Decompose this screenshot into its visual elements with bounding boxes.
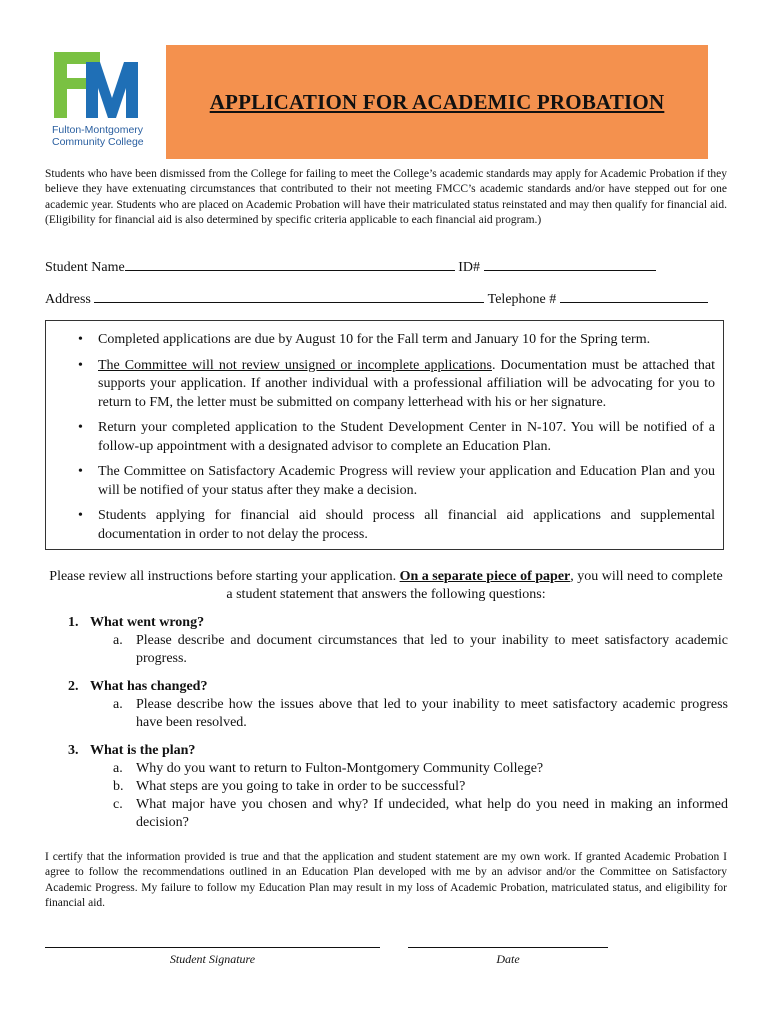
question-2: 2. What has changed? a. Please describe how the issues above that led to your inability to meet satisfactory academic progress have been resolved. — [68, 679, 728, 730]
student-signature-block — [45, 935, 380, 967]
telephone-field[interactable] — [560, 288, 708, 303]
instructions-box — [45, 320, 724, 550]
telephone-label: Telephone # — [487, 292, 557, 307]
instruction-item: • Return your completed application to the Student Development Center in N-107. You will be notified of a follow-up appointment with a designated advisor to complete an Education Plan. — [78, 420, 715, 454]
student-name-label: Student Name — [45, 260, 125, 275]
bullet-icon: • — [78, 332, 83, 347]
id-label: ID# — [458, 260, 480, 275]
question-1: 1. What went wrong? a. Please describe and document circumstances that led to your inability to meet satisfactory academic progress. — [68, 615, 728, 666]
name-id-row — [45, 256, 727, 276]
logo-text-line1: Fulton-Montgomery — [52, 124, 144, 136]
page-title: APPLICATION FOR ACADEMIC PROBATION — [209, 89, 665, 114]
bullet-icon: • — [78, 508, 83, 523]
student-signature-label: Student Signature — [169, 952, 256, 966]
fm-logo-icon — [52, 48, 140, 120]
title-banner — [166, 45, 708, 159]
instruction-item: • Students applying for financial aid should process all financial aid applications and supplemental documentation in order to not delay the process. — [78, 508, 715, 542]
bullet-icon: • — [78, 357, 83, 373]
questions-list — [68, 614, 728, 842]
address-field[interactable] — [94, 288, 484, 303]
review-instructions: Please review all instructions before starting your application. On a separate piece of paper, you will need to complete a student statement that answers the following questions: — [49, 569, 723, 602]
certification-paragraph: I certify that the information provided is true and that the application and student statement are my own work. If granted Academic Probation I agree to follow the recommendations outlined in an Education Plan developed with me by an advisor and/or the Committee on Satisfactory Academic Progress. My failure to follow my Education Plan may result in my loss of Academic Probation, matriculated status, and eligibility for financial aid. — [45, 851, 727, 910]
student-name-field[interactable] — [125, 256, 455, 271]
instruction-item: • The Committee on Satisfactory Academic Progress will review your application and Education Plan and you will be notified of your status after they make a decision. — [78, 464, 715, 498]
date-block — [408, 935, 608, 967]
instruction-item: • Completed applications are due by August 10 for the Fall term and January 10 for the Spring term. — [98, 331, 715, 350]
date-field[interactable] — [408, 935, 608, 948]
address-phone-row — [45, 288, 727, 308]
question-3: 3. What is the plan? a. Why do you want to return to Fulton-Montgomery Community College? b. What steps are you going to take in order to be successful? c. What major have you chosen and why? If undecided, what help do you need in making an informed decision? — [68, 743, 728, 830]
intro-paragraph: Students who have been dismissed from the College for failing to meet the College’s academic standards may apply for Academic Probation if they believe they have extenuating circumstances that contributed to their not meeting FMCC’s academic standards and/or have stepped out for one academic year. Students who are placed on Academic Probation will have their matriculated status reinstated and may then qualify for financial aid. (Eligibility for financial aid is also determined by specific criteria applicable to each financial aid program.) — [45, 168, 727, 227]
bullet-icon: • — [78, 464, 83, 479]
college-logo — [52, 48, 152, 148]
instruction-item: • The Committee will not review unsigned or incomplete applications. Documentation must be attached that supports your application. If another individual with a professional affiliation will be advocating for you to return to FM, the letter must be submitted on company letterhead with his or her signature. — [78, 357, 715, 410]
student-signature-field[interactable] — [45, 935, 380, 948]
address-label: Address — [45, 292, 91, 307]
date-label: Date — [496, 952, 520, 966]
id-field[interactable] — [484, 256, 656, 271]
logo-text-line2: Community College — [52, 136, 144, 148]
bullet-icon: • — [78, 420, 83, 435]
